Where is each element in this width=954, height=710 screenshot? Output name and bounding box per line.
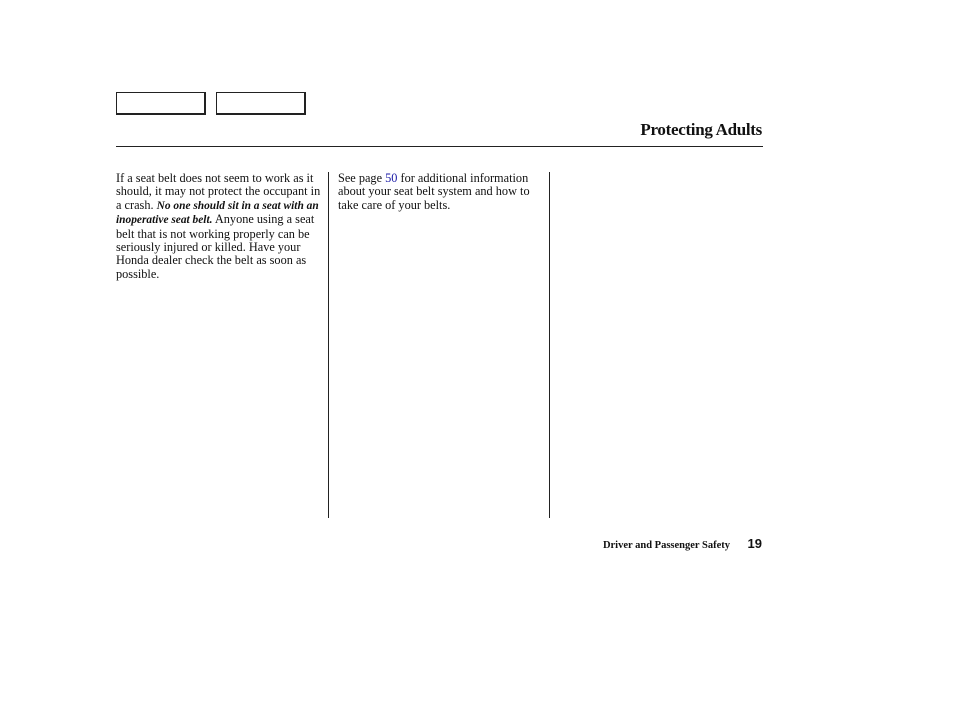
left-column — [116, 172, 322, 281]
left-text-rest: Anyone using a seat belt that is not working properly can be seriously injured or killed. Have your Honda dealer check the belt as soon as possible. — [116, 212, 315, 281]
middle-column — [338, 172, 543, 212]
column-divider — [549, 172, 550, 518]
nav-button-next[interactable] — [216, 92, 306, 115]
column-divider — [328, 172, 329, 518]
title-divider — [116, 146, 763, 147]
page-link[interactable]: 50 — [385, 171, 398, 185]
page-number: 19 — [747, 536, 762, 551]
middle-text-rest: for additional information about your seat belt system and how to take care of your belts. — [338, 171, 530, 212]
nav-button-previous[interactable] — [116, 92, 206, 115]
warning-text: No one should sit in a seat with an inoperative seat belt. — [116, 199, 319, 227]
page-title: Protecting Adults — [640, 120, 762, 139]
middle-text-intro: See page — [338, 171, 386, 185]
left-text-intro: If a seat belt does not seem to work as it should, it may not protect the occupant in a crash. — [116, 171, 321, 212]
footer-section-title: Driver and Passenger Safety — [602, 540, 730, 551]
